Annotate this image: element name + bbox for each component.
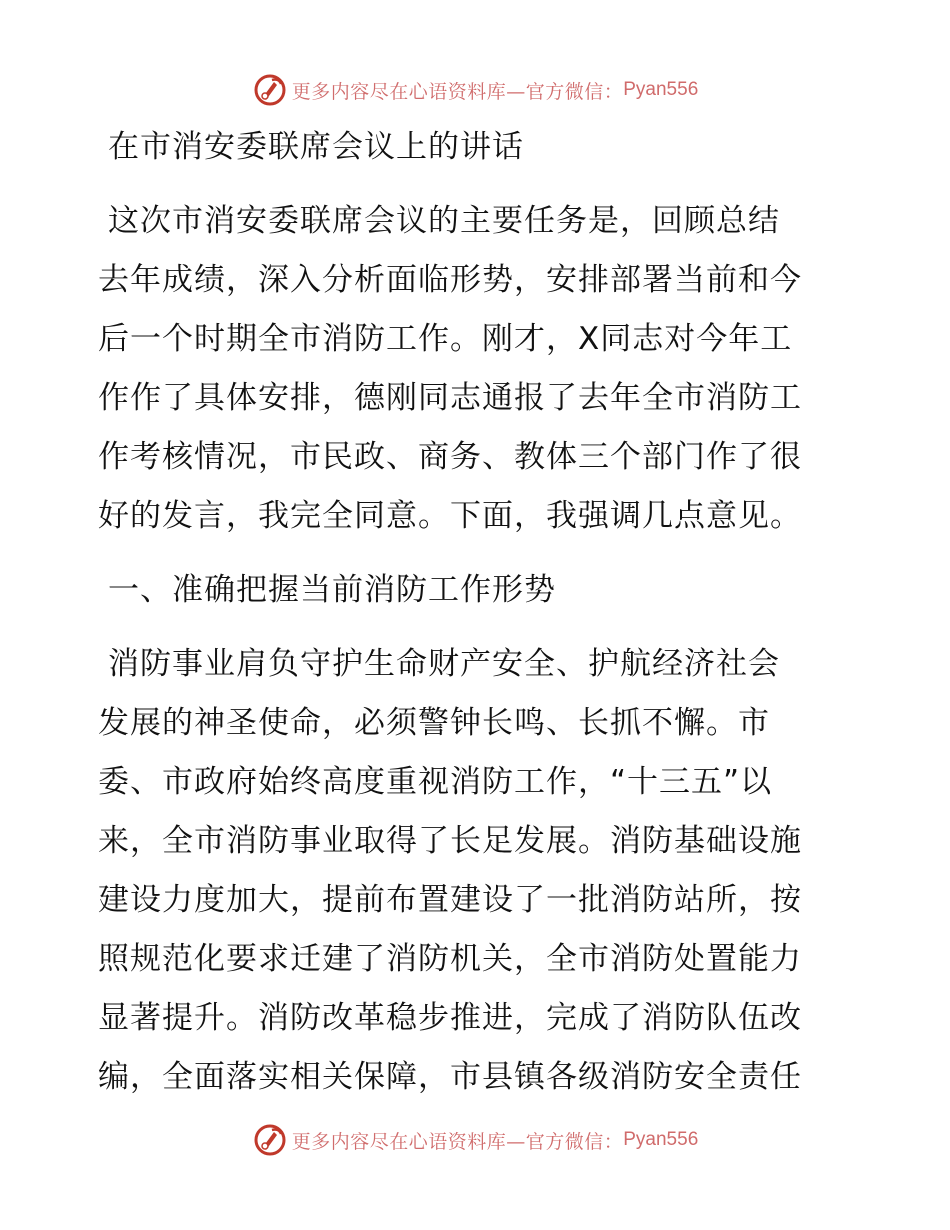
paragraph-line: 好的发言，我完全同意。下面，我强调几点意见。: [98, 498, 802, 534]
section-heading: 一、准确把握当前消防工作形势: [108, 572, 556, 608]
paragraph-line: 消防事业肩负守护生命财产安全、护航经济社会: [108, 646, 780, 682]
footer-watermark: [0, 1120, 950, 1160]
paragraph-line: 照规范化要求迁建了消防机关，全市消防处置能力: [98, 941, 802, 977]
paragraph-line: 作考核情况，市民政、商务、教体三个部门作了很: [98, 439, 802, 475]
document-body: [98, 118, 854, 1107]
fire-logo-icon: [252, 1122, 288, 1158]
paragraph-line: 委、市政府始终高度重视消防工作，“十三五”以: [98, 764, 773, 800]
paragraph-line: 来，全市消防事业取得了长足发展。消防基础设施: [98, 823, 802, 859]
watermark-wechat-id: Pyan556: [623, 79, 699, 100]
paragraph-line: 去年成绩，深入分析面临形势，安排部署当前和今: [98, 262, 802, 298]
header-watermark: [0, 70, 950, 110]
paragraph-line: 作作了具体安排，德刚同志通报了去年全市消防工: [98, 380, 802, 416]
paragraph-line: 建设力度加大，提前布置建设了一批消防站所，按: [98, 882, 802, 918]
paragraph-line: 显著提升。消防改革稳步推进，完成了消防队伍改: [98, 1000, 802, 1036]
watermark-wechat-id: Pyan556: [623, 1129, 699, 1150]
document-title: 在市消安委联席会议上的讲话: [108, 129, 524, 165]
watermark-text: 更多内容尽在心语资料库—官方微信：: [291, 80, 624, 103]
paragraph-1: [98, 192, 854, 546]
paragraph-line: 编，全面落实相关保障，市县镇各级消防安全责任: [98, 1059, 802, 1095]
watermark-text: 更多内容尽在心语资料库—官方微信：: [291, 1130, 624, 1153]
paragraph-2: [98, 635, 854, 1107]
paragraph-line: 发展的神圣使命，必须警钟长鸣、长抓不懈。市: [98, 705, 770, 741]
paragraph-line: 这次市消安委联席会议的主要任务是，回顾总结: [108, 203, 780, 239]
paragraph-line: 后一个时期全市消防工作。刚才，X同志对今年工: [98, 321, 793, 357]
fire-logo-icon: [252, 72, 288, 108]
